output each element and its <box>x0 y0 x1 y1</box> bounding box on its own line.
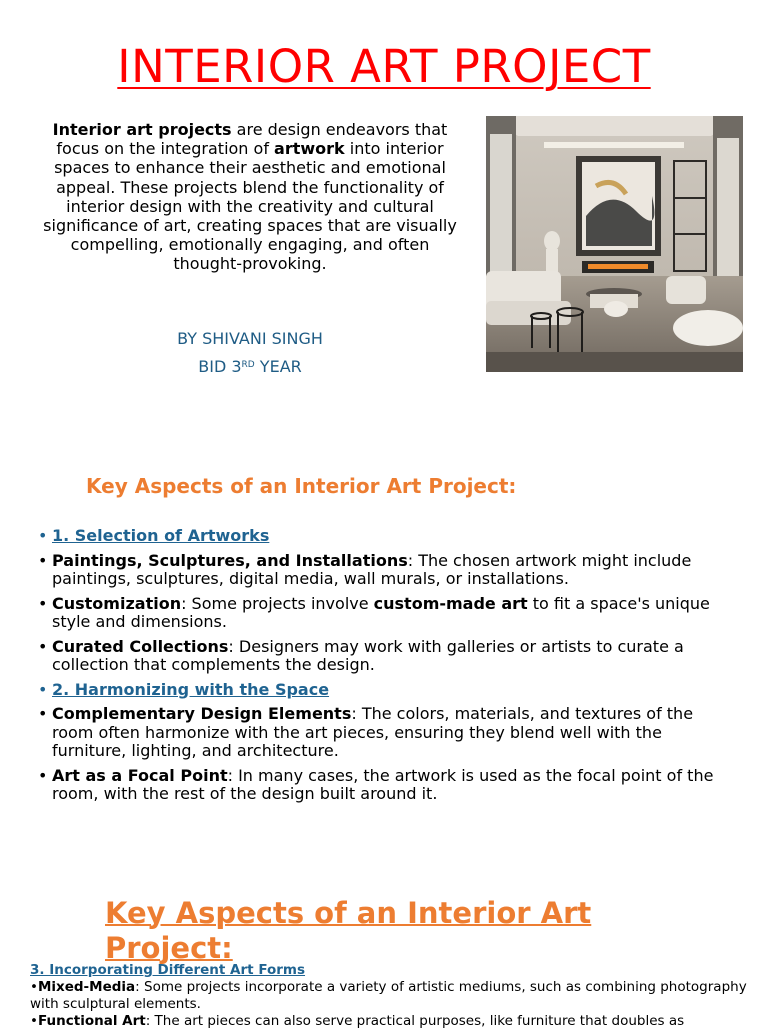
intro-bold-term: Interior art projects <box>52 120 232 139</box>
key-aspects-list <box>38 527 738 810</box>
section-heading: Key Aspects of an Interior Art Project: <box>86 474 517 498</box>
list-item: • Paintings, Sculptures, and Installations: The chosen artwork might include paintings, sculptures, digital media, wall murals, or installations. <box>38 552 738 589</box>
list-item-functional-art: •Functional Art: The art pieces can also serve practical purposes, like furniture that doubles as <box>30 1013 685 1029</box>
list-item: • Complementary Design Elements: The colors, materials, and textures of the room often harmonize with the art pieces, ensuring they blend well with the furniture, lighting, and architecture. <box>38 705 738 761</box>
course-year: BID 3RD YEAR <box>198 357 302 376</box>
intro-text-2: into interior spaces to enhance their aesthetic and emotional appeal. These projects blend the functionality of interior design with the creativity and cultural significance of art, creating spaces that are visually compelling, emotionally engaging, and often thought-provoking. <box>43 139 457 274</box>
list-item-mixed-media: •Mixed-Media: Some projects incorporate a variety of artistic mediums, such as combining photography with sculptural elements. <box>30 979 747 1012</box>
page-title: INTERIOR ART PROJECT <box>117 40 651 93</box>
list-item: • Art as a Focal Point: In many cases, the artwork is used as the focal point of the room, with the rest of the design built around it. <box>38 767 738 804</box>
section-link-art-forms[interactable]: 3. Incorporating Different Art Forms <box>30 962 306 978</box>
intro-bold-artwork: artwork <box>274 139 345 159</box>
intro-text-1: are design endeavors that focus on the integration of <box>56 120 448 159</box>
section-heading-2: Key Aspects of an Interior Art Project: <box>105 896 592 965</box>
section-link-harmonizing[interactable]: • 2. Harmonizing with the Space <box>38 681 738 700</box>
author-name: BY SHIVANI SINGH <box>177 329 323 348</box>
intro-paragraph <box>40 120 460 274</box>
byline <box>130 325 370 380</box>
list-item: • Customization: Some projects involve custom-made art to fit a space's unique style and dimensions. <box>38 595 738 632</box>
living-room-photo <box>486 116 743 372</box>
list-item: • Curated Collections: Designers may work with galleries or artists to curate a collection that complements the design. <box>38 638 738 675</box>
section-link-selection-of-artworks[interactable]: • 1. Selection of Artworks <box>38 527 738 546</box>
